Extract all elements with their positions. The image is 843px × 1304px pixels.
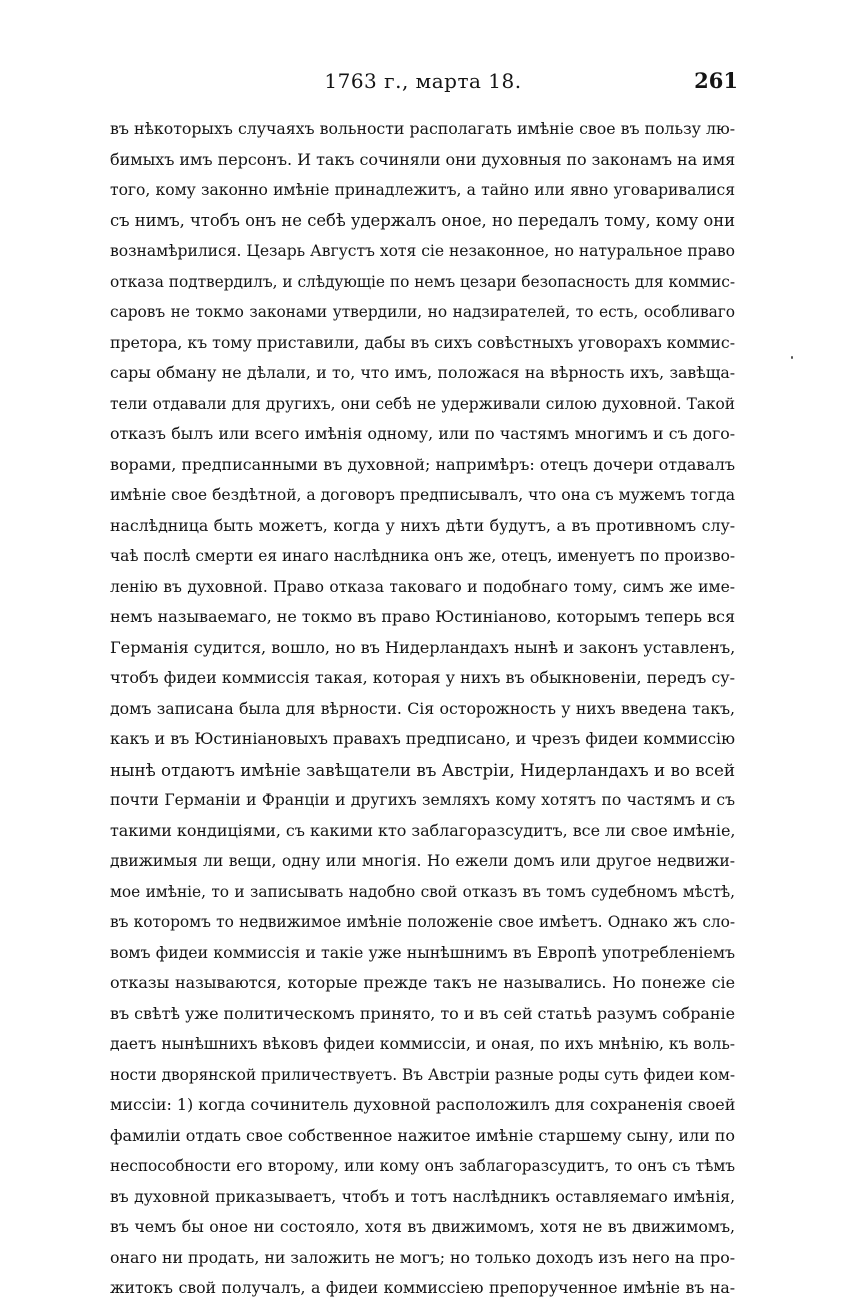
text-line: сары обману не дѣлали, и то, что имъ, положася на вѣрность ихъ, завѣща-: [110, 363, 735, 382]
text-line: того, кому законно имѣніе принадлежитъ, а тайно или явно уговаривалися: [110, 181, 735, 199]
text-line: ленію въ духовной. Право отказа таковаго и подобнаго тому, симъ же име-: [110, 577, 735, 596]
text-line: тели отдавали для другихъ, они себѣ не удерживали силою духовной. Такой: [110, 394, 735, 413]
text-line: почти Германіи и Франціи и другихъ земляхъ кому хотятъ по частямъ и съ: [110, 791, 735, 809]
text-line: немъ называемаго, не токмо въ право Юстиніаново, которымъ теперь вся: [110, 607, 735, 626]
print-speck: [791, 356, 793, 359]
running-head: [108, 64, 738, 98]
text-line: такими кондиціями, съ какими кто заблагоразсудитъ, все ли свое имѣніе,: [110, 820, 736, 840]
text-line: въ которомъ то недвижимое имѣніе положеніе свое имѣетъ. Однако жъ сло-: [110, 913, 735, 931]
text-line: отказа подтвердилъ, и слѣдующіе по немъ цезари безопасность для коммис-: [110, 272, 735, 291]
text-line: претора, къ тому приставили, дабы въ сихъ совѣстныхъ уговорахъ коммис-: [110, 332, 735, 352]
text-line: въ духовной приказываетъ, чтобъ и тотъ наслѣдникъ оставляемаго имѣнія,: [110, 1187, 735, 1206]
text-line: саровъ не токмо законами утвердили, но надзирателей, то есть, особливаго: [110, 303, 735, 321]
body-text: [110, 114, 735, 1304]
text-line: чаѣ послѣ смерти ея инаго наслѣдника онъ же, отецъ, именуетъ по произво-: [110, 547, 735, 565]
text-line: движимыя ли вещи, одну или многія. Но ежели домъ или другое недвижи-: [110, 852, 735, 870]
text-line: какъ и въ Юстиніановыхъ правахъ предписано, и чрезъ фидеи коммиссію: [110, 729, 735, 748]
text-line: чтобъ фидеи коммиссія такая, которая у нихъ въ обыкновеніи, передъ су-: [110, 668, 735, 687]
text-line: съ нимъ, чтобъ онъ не себѣ удержалъ оное, но передалъ тому, кому они: [110, 210, 735, 230]
text-line: отказъ былъ или всего имѣнія одному, или по частямъ многимъ и съ дого-: [110, 424, 735, 443]
text-line: миссіи: 1) когда сочинитель духовной расположилъ для сохраненія своей: [110, 1095, 736, 1114]
text-line: въ свѣтѣ уже политическомъ принято, то и въ сей статьѣ разумъ собраніе: [110, 1003, 735, 1023]
text-line: неспособности его второму, или кому онъ заблагоразсудитъ, то онъ съ тѣмъ: [110, 1157, 735, 1175]
text-line: ности дворянской приличествуетъ. Въ Австріи разные роды суть фидеи ком-: [110, 1065, 735, 1084]
text-line: фамиліи отдать свое собственное нажитое имѣніе старшему сыну, или по: [110, 1125, 735, 1145]
text-line: нынѣ отдаютъ имѣніе завѣщатели въ Австріи, Нидерландахъ и во всей: [110, 759, 735, 780]
text-line: наслѣдница быть можетъ, когда у нихъ дѣти будутъ, а въ противномъ слу-: [110, 515, 735, 535]
text-line: вомъ фидеи коммиссія и такіе уже нынѣшнимъ въ Европѣ употребленіемъ: [110, 942, 735, 962]
text-line: бимыхъ имъ персонъ. И такъ сочиняли они духовныя по законамъ на имя: [110, 149, 736, 169]
page-number: 261: [694, 68, 738, 93]
text-line: въ нѣкоторыхъ случаяхъ вольности располагать имѣніе свое въ пользу лю-: [110, 119, 735, 138]
text-line: мое имѣніе, то и записывать надобно свой отказъ въ томъ судебномъ мѣстѣ,: [110, 882, 735, 901]
text-line: домъ записана была для вѣрности. Сія осторожность у нихъ введена такъ,: [110, 698, 735, 718]
text-line: житокъ свой получалъ, а фидеи коммиссіею препорученное имѣніе въ на-: [110, 1278, 735, 1297]
text-line: имѣніе свое бездѣтной, а договоръ предписывалъ, что она съ мужемъ тогда: [110, 486, 735, 504]
header-date: 1763 г., марта 18.: [324, 69, 522, 93]
text-line: онаго ни продать, ни заложить не могъ; но только доходъ изъ него на про-: [110, 1247, 735, 1267]
text-line: ворами, предписанными въ духовной; напримѣръ: отецъ дочери отдавалъ: [110, 454, 735, 474]
text-line: Германія судится, вошло, но въ Нидерландахъ нынѣ и законъ уставленъ,: [110, 637, 736, 657]
text-line: отказы называются, которые прежде такъ не назывались. Но понеже сіе: [110, 973, 735, 992]
text-line: даетъ нынѣшнихъ вѣковъ фидеи коммиссіи, и оная, по ихъ мнѣнію, къ воль-: [110, 1035, 735, 1053]
text-line: въ чемъ бы оное ни состояло, хотя въ движимомъ, хотя не въ движимомъ,: [110, 1217, 735, 1236]
text-line: вознамѣрилися. Цезарь Августъ хотя сіе незаконное, но натуральное право: [110, 242, 735, 260]
